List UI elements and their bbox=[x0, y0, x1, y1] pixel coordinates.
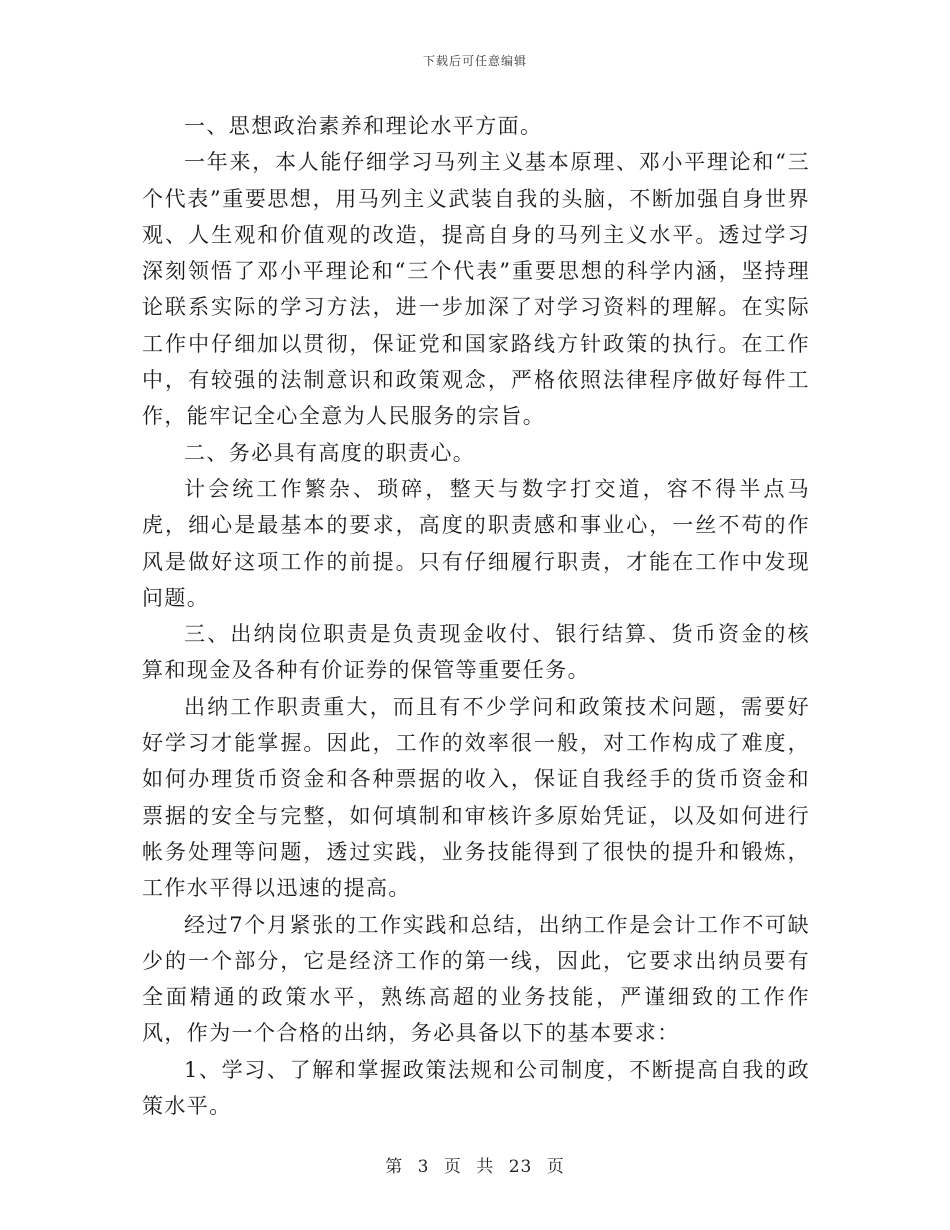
footer-label-total: 共 bbox=[476, 1157, 495, 1177]
paragraph-3: 出纳工作职责重大，而且有不少学问和政策技术问题，需要好好学习才能掌握。因此，工作的效率很一般，对工作构成了难度，如何办理货币资金和各种票据的收入，保证自我经手的货币资金和票据的安全与完整，如何填制和审核许多原始凭证，以及如何进行帐务处理等问题，透过实践，业务技能得到了很快的提升和锻炼，工作水平得以迅速的提高。 bbox=[142, 694, 810, 901]
footer-label-unit: 页 bbox=[443, 1157, 462, 1177]
list-item-1: 1、学习、了解和掌握政策法规和公司制度，不断提高自我的政策水平。 bbox=[142, 1057, 810, 1119]
paragraph-4: 经过7个月紧张的工作实践和总结，出纳工作是会计工作不可缺少的一个部分，它是经济工作的第一线，因此，它要求出纳员要有全面精通的政策水平，熟练高超的业务技能，严谨细致的工作作风，作为一个合格的出纳，务必具备以下的基本要求： bbox=[142, 912, 810, 1046]
footer-total-pages: 23 bbox=[508, 1157, 533, 1177]
page-footer bbox=[0, 1152, 950, 1177]
section-heading-3: 三、出纳岗位职责是负责现金收付、银行结算、货币资金的核算和现金及各种有价证券的保管等重要任务。 bbox=[142, 622, 810, 683]
header-text: 下载后可任意编辑 bbox=[422, 54, 527, 68]
section-heading-1: 一、思想政治素养和理论水平方面。 bbox=[184, 114, 543, 138]
footer-label-page: 第 bbox=[385, 1157, 404, 1177]
paragraph-1: 一年来，本人能仔细学习马列主义基本原理、邓小平理论和“三个代表”重要思想，用马列主义武装自我的头脑，不断加强自身世界观、人生观和价值观的改造，提高自身的马列主义水平。透过学习深刻领悟了邓小平理论和“三个代表”重要思想的科学内涵，坚持理论联系实际的学习方法，进一步加深了对学习资料的理解。在实际工作中仔细加以贯彻，保证党和国家路线方针政策的执行。在工作中，有较强的法制意识和政策观念，严格依照法律程序做好每件工作，能牢记全心全意为人民服务的宗旨。 bbox=[142, 150, 810, 429]
paragraph-2: 计会统工作繁杂、琐碎，整天与数字打交道，容不得半点马虎，细心是最基本的要求，高度的职责感和事业心，一丝不苟的作风是做好这项工作的前提。只有仔细履行职责，才能在工作中发现问题。 bbox=[142, 476, 810, 610]
footer-current-page: 3 bbox=[417, 1157, 430, 1177]
section-heading-2: 二、务必具有高度的职责心。 bbox=[184, 440, 476, 465]
footer-label-unit2: 页 bbox=[546, 1157, 565, 1177]
page-header bbox=[0, 52, 950, 69]
document-body bbox=[142, 108, 810, 1124]
